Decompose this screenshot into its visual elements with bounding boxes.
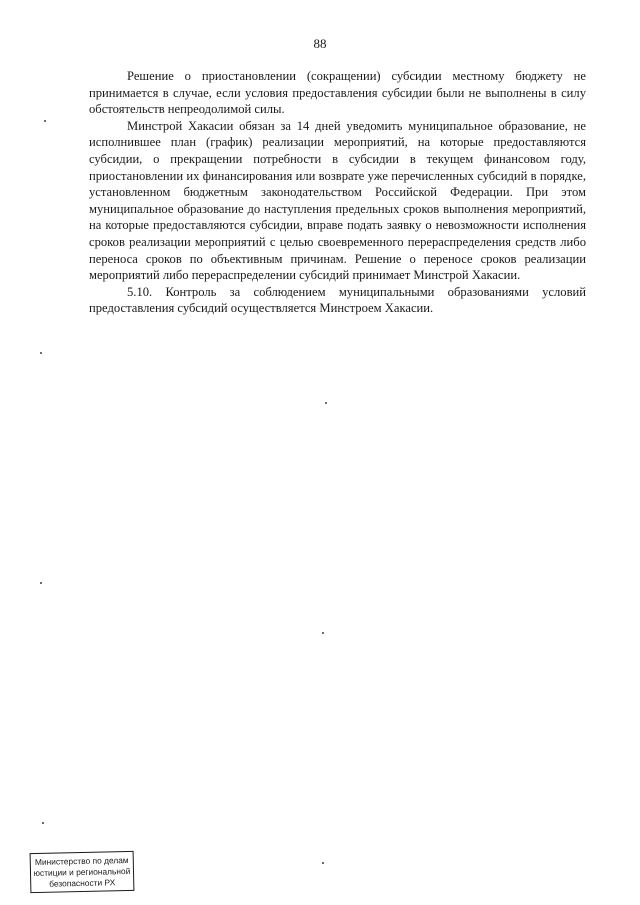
paragraph-subsidy-suspension: Решение о приостановлении (сокращении) субсидии местному бюджету не принимается в случае, если условия предоставления субсидии были не выполнены в силу обстоятельств непреодолимой силы.	[89, 69, 586, 117]
scan-speck	[40, 582, 42, 584]
scan-speck	[44, 120, 46, 122]
scan-speck	[325, 402, 327, 404]
scan-speck	[322, 862, 324, 864]
registration-stamp	[30, 851, 135, 893]
scan-speck	[40, 352, 42, 354]
stamp-line-3: безопасности РХ	[49, 877, 116, 889]
scan-speck	[42, 822, 44, 824]
scan-speck	[322, 632, 324, 634]
paragraph-control-5-10: 5.10. Контроль за соблюдением муниципальными образованиями условий предоставления субсидий осуществляется Минстроем Хакасии.	[89, 284, 586, 316]
paragraph-minstroy-obligation: Минстрой Хакасии обязан за 14 дней уведомить муниципальное образование, не исполнившее план (график) реализации мероприятий, на которые предоставляются субсидии, о прекращении потребности в субсидии в текущем финансовом году, приостановлении их финансирования или возврате уже перечисленных субсидий в порядке, установленном бюджетным законодательством Российской Федерации. При этом муниципальное образование до наступления предельных сроков выполнения мероприятий, на которые предоставляются субсидии, вправе подать заявку о невозможности исполнения сроков реализации мероприятий с целью своевременного перераспределения средств либо переноса сроков по объективным причинам. Решение о переносе сроков реализации мероприятий либо перераспределении субсидий принимает Минстрой Хакасии.	[89, 118, 586, 283]
stamp-line-1: Министерство по делам	[34, 855, 129, 867]
stamp-line-2: юстиции и региональной	[33, 865, 131, 879]
document-body	[89, 68, 586, 317]
page-number: 88	[313, 36, 327, 51]
